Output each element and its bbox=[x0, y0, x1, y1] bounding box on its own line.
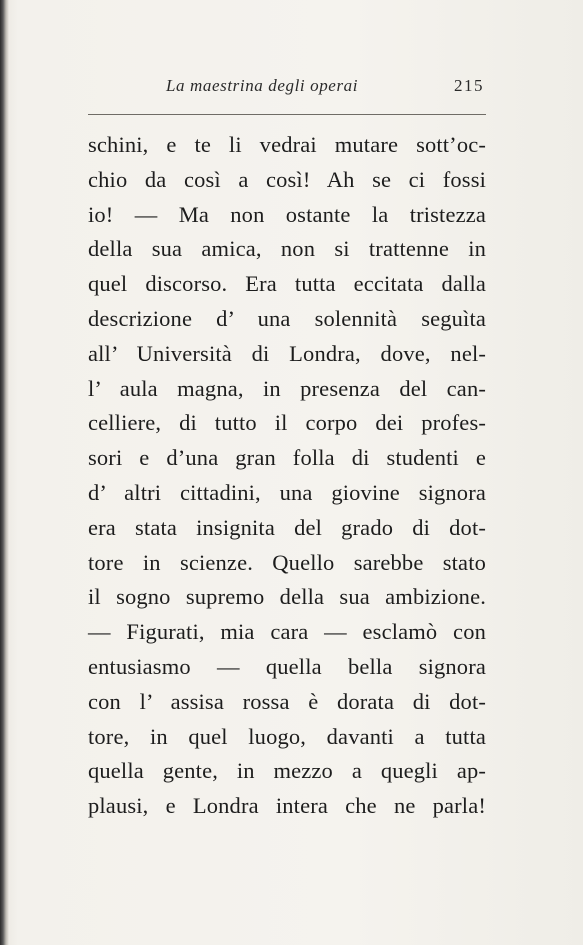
text-line: tore in scienze. Quello sarebbe stato bbox=[88, 549, 486, 575]
text-line: entusiasmo — quella bella signora bbox=[88, 653, 486, 679]
text-line: quel discorso. Era tutta eccitata dalla bbox=[88, 271, 486, 297]
text-line: schini, e te li vedrai mutare sott’oc- bbox=[88, 132, 486, 157]
running-title: La maestrina degli operai bbox=[166, 76, 359, 95]
body-text bbox=[88, 128, 486, 824]
text-line: d’ altri cittadini, una giovine signora bbox=[88, 479, 486, 505]
text-line: plausi, e Londra intera che ne parla! bbox=[88, 793, 486, 819]
text-line: con l’ assisa rossa è dorata di dot- bbox=[88, 688, 486, 714]
text-line: il sogno supremo della sua ambizione. bbox=[88, 584, 486, 610]
text-line: tore, in quel luogo, davanti a tutta bbox=[88, 723, 486, 749]
text-line: — Figurati, mia cara — esclamò con bbox=[88, 619, 486, 645]
text-line: quella gente, in mezzo a quegli ap- bbox=[88, 758, 486, 784]
running-head bbox=[88, 76, 486, 106]
page-number: 215 bbox=[454, 76, 484, 95]
text-line: della sua amica, non si trattenne in bbox=[88, 236, 486, 262]
text-line: all’ Università di Londra, dove, nel- bbox=[88, 340, 486, 366]
text-line: sori e d’una gran folla di studenti e bbox=[88, 445, 486, 471]
text-line: l’ aula magna, in presenza del can- bbox=[88, 375, 486, 401]
text-line: era stata insignita del grado di dot- bbox=[88, 514, 486, 540]
binding-edge bbox=[0, 0, 9, 945]
header-rule bbox=[88, 114, 486, 115]
text-line: descrizione d’ una solennità seguìta bbox=[88, 305, 486, 331]
text-line: celliere, di tutto il corpo dei profes- bbox=[88, 410, 486, 436]
text-line: io! — Ma non ostante la tristezza bbox=[88, 201, 486, 227]
text-line: chio da così a così! Ah se ci fossi bbox=[88, 166, 486, 192]
